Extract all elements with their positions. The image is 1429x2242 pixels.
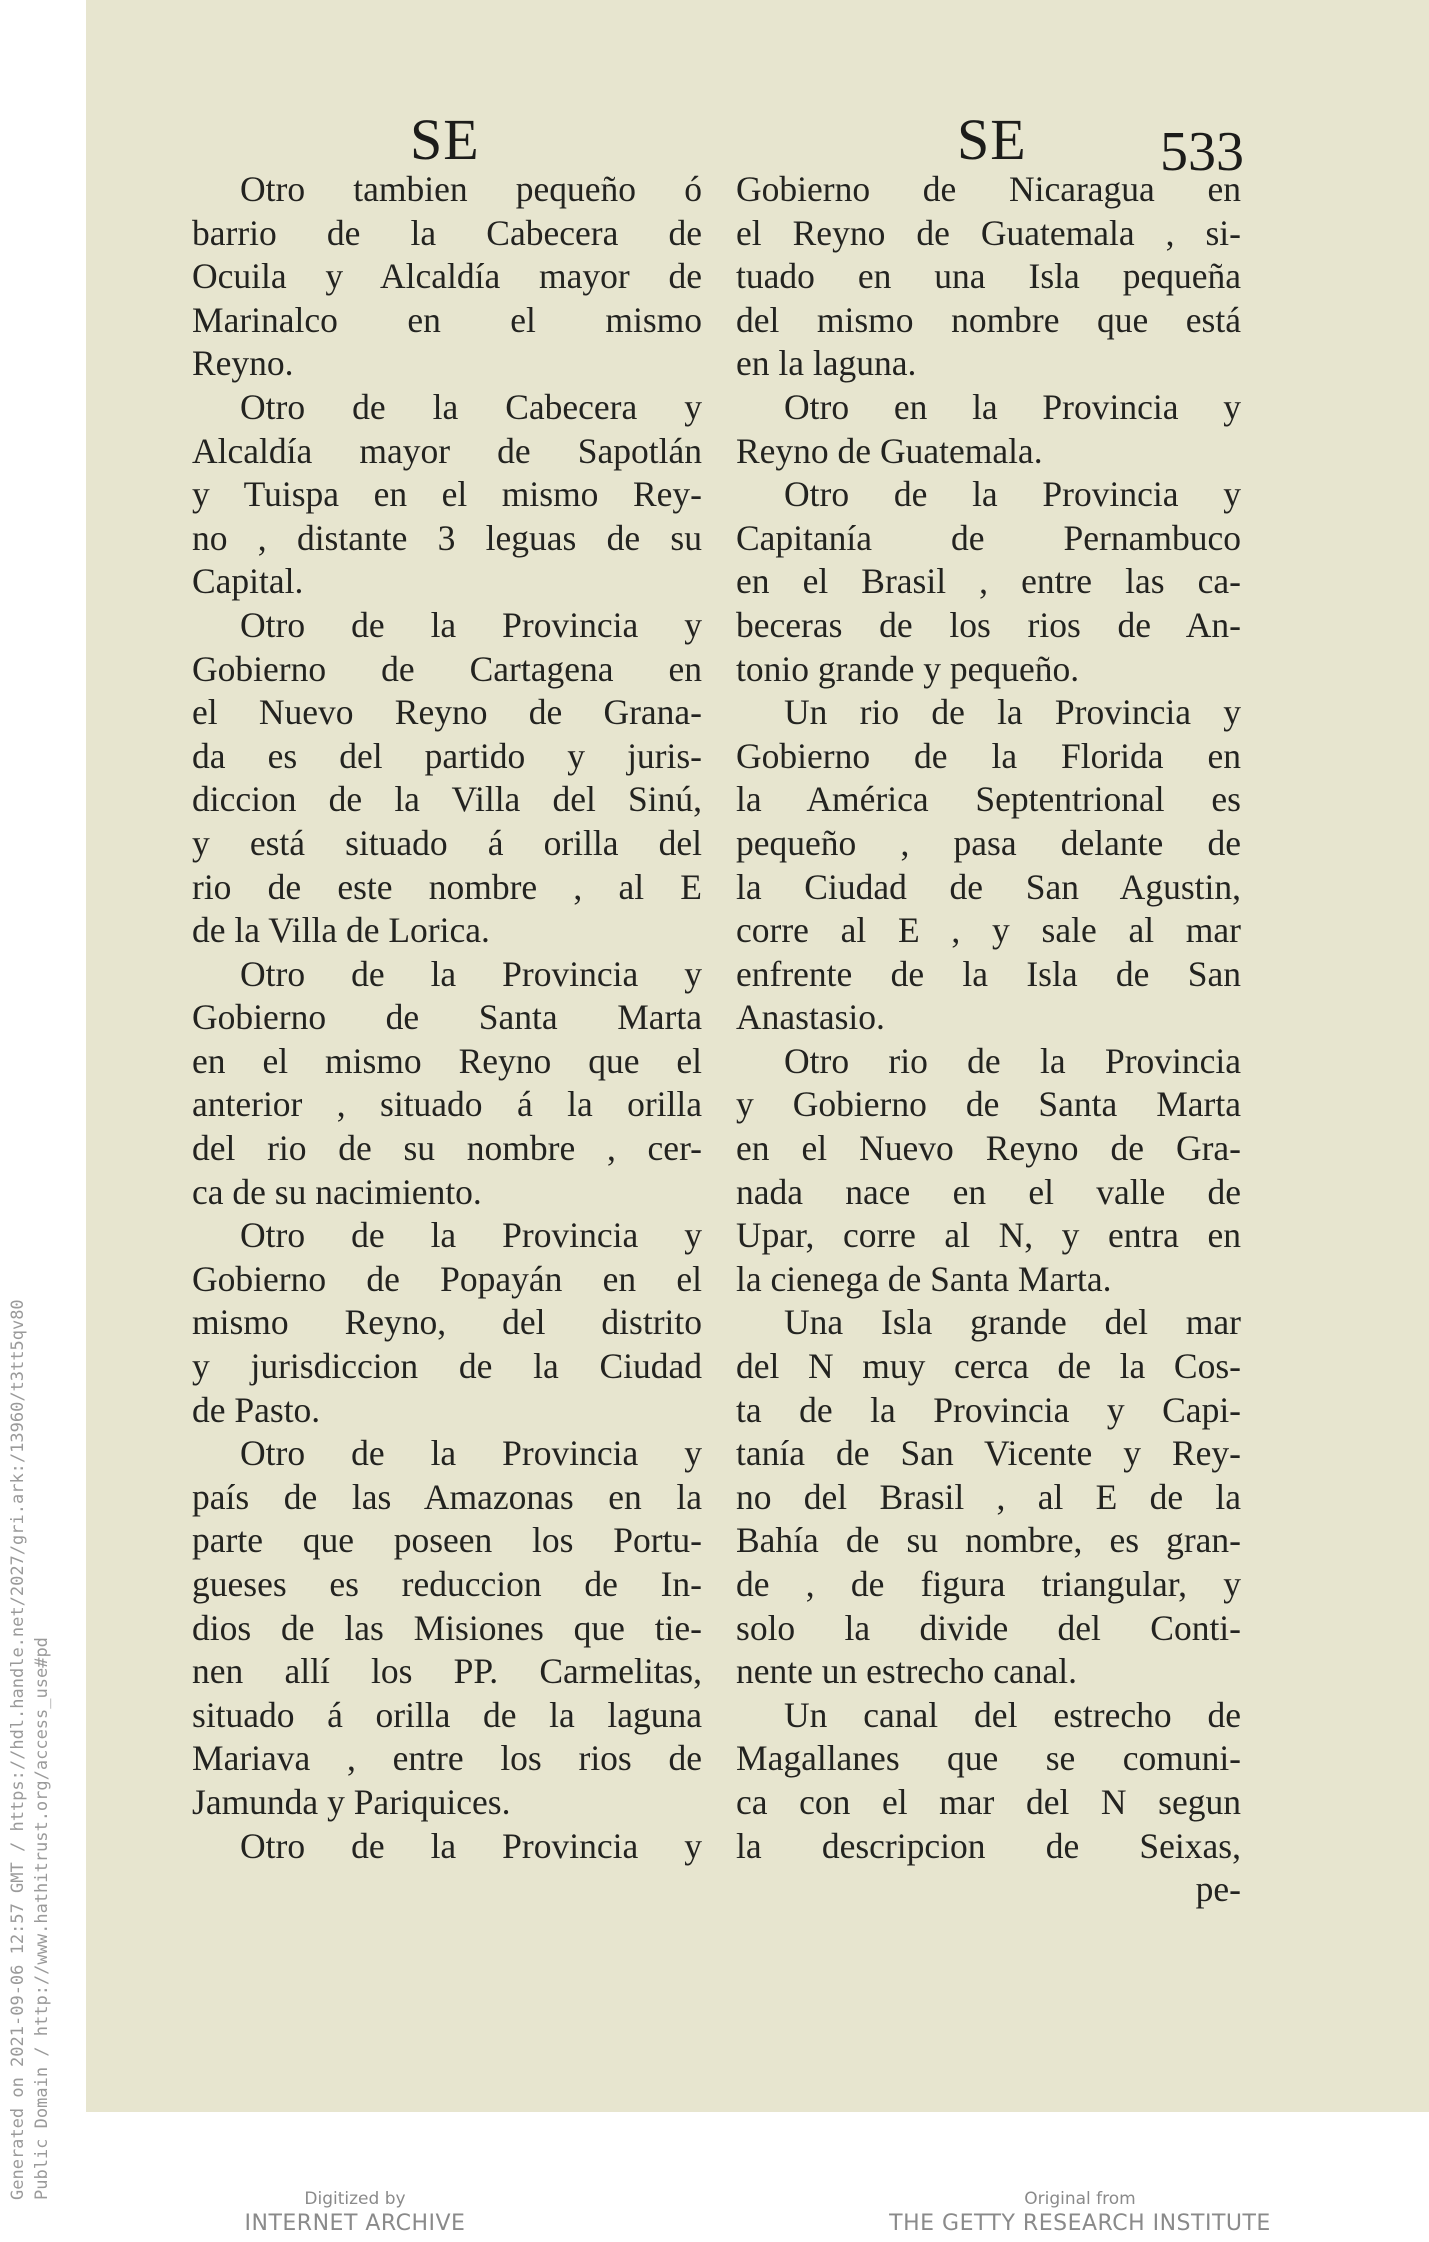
text-line: y Gobierno de Santa Marta: [736, 1084, 1241, 1125]
text-line: en el mismo Reyno que el: [192, 1040, 702, 1081]
text-line: la cienega de Santa Marta.: [736, 1258, 1112, 1299]
text-line: diccion de la Villa del Sinú,: [192, 779, 702, 820]
digitizer-name: INTERNET ARCHIVE: [244, 2211, 466, 2236]
watermark-line-generated: Generated on 2021-09-06 12:57 GMT / https://hdl.handle.net/2027/gri.ark:/13960/t3tt5qv80: [8, 1299, 28, 2200]
text-line: Gobierno de Nicaragua en: [736, 169, 1241, 209]
text-line: Gobierno de Santa Marta: [192, 997, 702, 1038]
text-line: ca de su nacimiento.: [192, 1171, 482, 1212]
text-line: de Pasto.: [192, 1389, 321, 1430]
text-line: en el Nuevo Reyno de Gra-: [736, 1128, 1241, 1169]
text-line: Capital.: [192, 561, 304, 602]
text-line: Jamunda y Pariquices.: [192, 1781, 511, 1822]
text-line: pequeño , pasa delante de: [736, 822, 1241, 863]
text-line: Otro de la Provincia y: [240, 1825, 702, 1866]
text-line: la descripcion de Seixas,: [736, 1825, 1241, 1866]
text-line: Otro de la Cabecera y: [240, 386, 702, 427]
text-line: no , distante 3 leguas de su: [192, 517, 702, 558]
text-line: Gobierno de Cartagena en: [192, 648, 702, 689]
right-running-head: SE: [957, 107, 1027, 172]
text-line: Marinalco en el mismo: [192, 299, 702, 340]
left-text-column: [192, 168, 702, 1868]
text-line: anterior , situado á la orilla: [192, 1084, 702, 1125]
text-line: beceras de los rios de An-: [736, 604, 1241, 645]
digitizer-credit: [220, 2188, 490, 2238]
text-line: Otro de la Provincia y: [240, 953, 702, 994]
text-line: Otro de la Provincia y: [240, 604, 702, 645]
text-line: Reyno de Guatemala.: [736, 430, 1043, 471]
text-line: rio de este nombre , al E: [192, 866, 702, 907]
text-line: solo la divide del Conti-: [736, 1607, 1241, 1648]
source-institution: THE GETTY RESEARCH INSTITUTE: [889, 2211, 1271, 2236]
text-line: Otro de la Provincia y: [240, 1433, 702, 1474]
text-line: del mismo nombre que está: [736, 299, 1241, 340]
text-line: en el Brasil , entre las ca-: [736, 561, 1241, 602]
text-line: da es del partido y juris-: [192, 735, 702, 776]
text-line: no del Brasil , al E de la: [736, 1476, 1241, 1517]
text-line: Upar, corre al N, y entra en: [736, 1215, 1241, 1256]
text-line: nente un estrecho canal.: [736, 1651, 1078, 1692]
text-line: Una Isla grande del mar: [784, 1302, 1241, 1343]
text-line: tanía de San Vicente y Rey-: [736, 1433, 1241, 1474]
text-line: Bahía de su nombre, es gran-: [736, 1520, 1241, 1561]
text-line: corre al E , y sale al mar: [736, 910, 1241, 951]
text-line: Un rio de la Provincia y: [784, 692, 1241, 733]
text-line: dios de las Misiones que tie-: [192, 1607, 702, 1648]
text-line: enfrente de la Isla de San: [736, 953, 1241, 994]
text-line: mismo Reyno, del distrito: [192, 1302, 702, 1343]
text-line: la América Septentrional es: [736, 779, 1241, 820]
text-line: nen allí los PP. Carmelitas,: [192, 1651, 702, 1692]
text-line: Gobierno de la Florida en: [736, 735, 1241, 776]
text-line: de , de figura triangular, y: [736, 1564, 1241, 1604]
original-from-label: Original from: [1024, 2189, 1136, 2209]
text-line: ta de la Provincia y Capi-: [736, 1389, 1241, 1430]
right-text-column: [736, 168, 1241, 1912]
text-line: Otro rio de la Provincia: [784, 1040, 1241, 1081]
text-line: del N muy cerca de la Cos-: [736, 1346, 1241, 1387]
text-line: Capitanía de Pernambuco: [736, 517, 1241, 558]
text-line: barrio de la Cabecera de: [192, 212, 702, 253]
text-line: tonio grande y pequeño.: [736, 648, 1080, 689]
text-line: situado á orilla de la laguna: [192, 1694, 702, 1735]
text-line: Anastasio.: [736, 997, 885, 1038]
text-line: nada nace en el valle de: [736, 1171, 1241, 1212]
text-line: tuado en una Isla pequeña: [736, 256, 1241, 297]
text-line: Reyno.: [192, 343, 294, 384]
text-line: Otro de la Provincia y: [240, 1215, 702, 1256]
text-line: y jurisdiccion de la Ciudad: [192, 1346, 702, 1387]
text-line: Alcaldía mayor de Sapotlán: [192, 430, 702, 471]
text-line: el Reyno de Guatemala , si-: [736, 212, 1241, 253]
text-line: el Nuevo Reyno de Grana-: [192, 692, 702, 733]
page-number: 533: [1160, 121, 1244, 183]
text-line: del rio de su nombre , cer-: [192, 1128, 702, 1169]
text-line: país de las Amazonas en la: [192, 1476, 702, 1517]
text-line: Otro tambien pequeño ó: [240, 169, 702, 209]
catchword: pe-: [1195, 1869, 1241, 1910]
text-line: Gobierno de Popayán en el: [192, 1258, 702, 1299]
text-line: de la Villa de Lorica.: [192, 910, 490, 951]
text-line: Mariava , entre los rios de: [192, 1738, 702, 1779]
text-line: en la laguna.: [736, 343, 917, 384]
access-watermark: [6, 900, 54, 2200]
text-line: y Tuispa en el mismo Rey-: [192, 474, 702, 515]
text-line: Otro de la Provincia y: [784, 474, 1241, 515]
text-line: Magallanes que se comuni-: [736, 1738, 1241, 1779]
text-line: Ocuila y Alcaldía mayor de: [192, 256, 702, 297]
text-line: Un canal del estrecho de: [784, 1694, 1241, 1735]
digitized-by-label: Digitized by: [304, 2189, 406, 2209]
source-credit: [860, 2188, 1300, 2238]
text-line: la Ciudad de San Agustin,: [736, 866, 1241, 907]
watermark-line-rights: Public Domain / http://www.hathitrust.org/access_use#pd: [32, 1637, 52, 2200]
text-line: Otro en la Provincia y: [784, 386, 1241, 427]
left-running-head: SE: [410, 107, 480, 172]
text-line: y está situado á orilla del: [192, 822, 702, 863]
text-line: parte que poseen los Portu-: [192, 1520, 702, 1561]
text-line: gueses es reduccion de In-: [192, 1564, 702, 1604]
text-line: ca con el mar del N segun: [736, 1781, 1241, 1822]
